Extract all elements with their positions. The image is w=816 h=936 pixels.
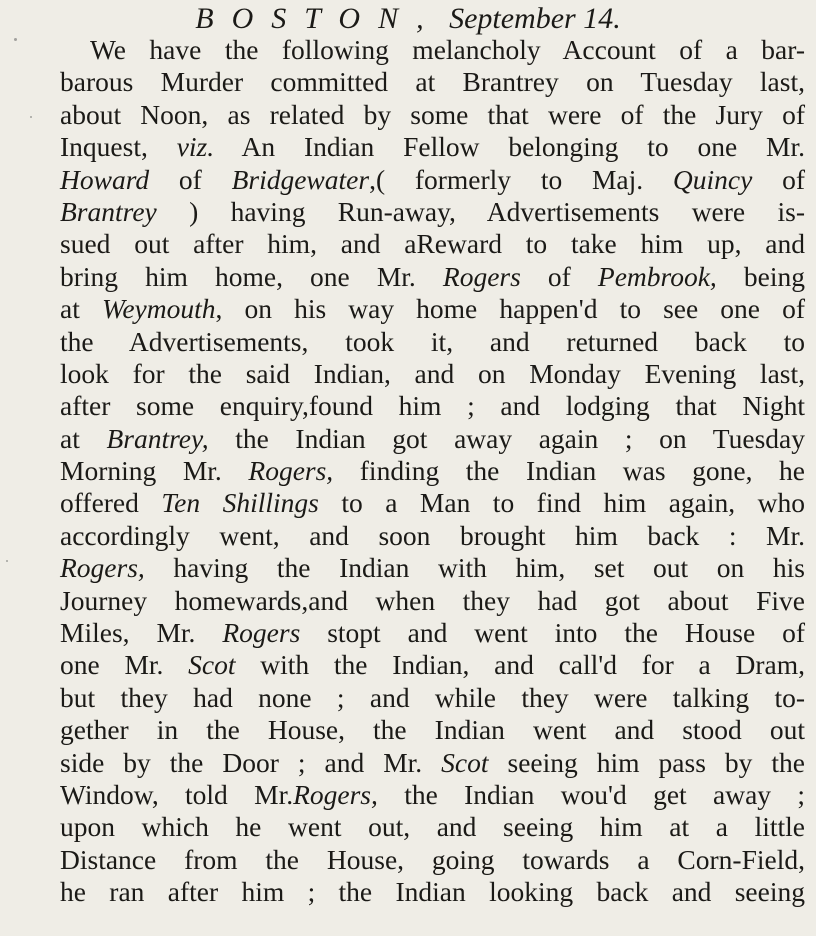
text-run: of — [520, 260, 598, 292]
text-run: of — [149, 163, 232, 195]
text-run: of — [752, 163, 805, 195]
article-line — [60, 99, 805, 131]
text-run: sued out after him, and aReward to take him up, and — [60, 228, 805, 260]
text-run: An Indian Fellow belonging to one Mr. — [214, 131, 805, 163]
text-run: to a Man to find him again, who — [318, 487, 805, 519]
article-line — [60, 455, 805, 487]
article-line — [60, 876, 805, 908]
italic-text: Rogers, — [248, 455, 334, 487]
article-line — [60, 714, 805, 746]
article-line — [60, 66, 805, 98]
text-run: Miles, Mr. — [60, 617, 223, 649]
paper-speck — [6, 560, 8, 562]
dateline — [0, 2, 816, 36]
italic-text: Bridgewater — [231, 163, 370, 195]
article-line — [60, 649, 805, 681]
article-line — [60, 423, 805, 455]
article-line — [60, 358, 805, 390]
article-line — [60, 747, 805, 779]
text-run: being — [716, 260, 805, 292]
text-run: Morning Mr. — [60, 455, 249, 487]
text-run: bring him home, one Mr. — [60, 260, 443, 292]
italic-text: Brantrey — [60, 195, 157, 227]
dateline-city: BOSTON, — [195, 2, 442, 35]
text-run: accordingly went, and soon brought him back : Mr. — [60, 519, 805, 551]
paper-speck — [14, 38, 17, 41]
text-run: but they had none ; and while they were talking to- — [60, 681, 805, 713]
article-line — [60, 164, 805, 196]
text-run: with the Indian, and call'd for a Dram, — [235, 649, 805, 681]
paper-speck — [30, 116, 32, 118]
article-line — [60, 131, 805, 163]
text-run: having the Indian with him, set out on his — [144, 552, 805, 584]
italic-text: Rogers — [222, 617, 301, 649]
text-run: the Indian got away again ; on Tuesday — [208, 422, 805, 454]
italic-text: Rogers, — [293, 778, 378, 810]
article-line — [60, 34, 805, 66]
text-run: We have the following melancholy Account of a bar- — [90, 34, 805, 65]
text-run: look for the said Indian, and on Monday Evening last, — [60, 357, 805, 389]
article-line — [60, 293, 805, 325]
text-run: the Indian wou'd get away ; — [377, 778, 805, 810]
text-run: side by the Door ; and Mr. — [60, 746, 442, 778]
italic-text: viz. — [176, 131, 215, 163]
text-run: seeing him pass by the — [488, 746, 805, 778]
text-run: at — [60, 422, 107, 454]
article-line — [60, 585, 805, 617]
article-line — [60, 261, 805, 293]
article-line — [60, 487, 805, 519]
text-run: Distance from the House, going towards a Corn-Field, — [60, 843, 805, 875]
text-run: offered — [60, 487, 162, 519]
article-line — [60, 811, 805, 843]
text-run: barous Murder committed at Brantrey on Tuesday last, — [60, 66, 805, 98]
text-run: he ran after him ; the Indian looking back and seeing — [60, 876, 805, 908]
text-run: about Noon, as related by some that were of the Jury of — [60, 98, 805, 130]
italic-text: Rogers — [442, 260, 521, 292]
text-run: Inquest, — [60, 131, 177, 163]
article-line — [60, 617, 805, 649]
italic-text: Weymouth — [101, 293, 216, 325]
italic-text: Scot — [441, 746, 489, 778]
article-line — [60, 228, 805, 260]
text-run: gether in the House, the Indian went and stood out — [60, 714, 805, 746]
text-run: , on his way home happen'd to see one of — [215, 293, 805, 325]
text-run: Journey homewards,and when they had got about Five — [60, 584, 805, 616]
text-run: the Advertisements, took it, and returned back to — [60, 325, 805, 357]
article-line — [60, 682, 805, 714]
text-run: at — [60, 293, 102, 325]
article-line — [60, 390, 805, 422]
text-run: upon which he went out, and seeing him at a little — [60, 811, 805, 843]
italic-text: Scot — [188, 649, 236, 681]
dateline-date: September 14. — [449, 2, 621, 35]
italic-text: Ten Shillings — [161, 487, 319, 519]
article-line — [60, 326, 805, 358]
article-line — [60, 844, 805, 876]
italic-text: Rogers, — [60, 552, 145, 584]
article-line — [60, 520, 805, 552]
article-line — [60, 552, 805, 584]
text-run: ,( formerly to Maj. — [369, 163, 673, 195]
text-run: after some enquiry,found him ; and lodging that Night — [60, 390, 805, 422]
italic-text: Brantrey, — [106, 422, 209, 454]
text-run: stopt and went into the House of — [300, 617, 806, 649]
article-line — [60, 779, 805, 811]
text-run: ) having Run-away, Advertisements were is- — [156, 195, 805, 227]
text-run: Window, told Mr. — [60, 778, 294, 810]
text-run: one Mr. — [60, 649, 189, 681]
italic-text: Howard — [60, 163, 150, 195]
article-line — [60, 196, 805, 228]
text-run: finding the Indian was gone, he — [333, 455, 806, 487]
article-body — [60, 34, 805, 909]
italic-text: Pembrook, — [597, 260, 717, 292]
italic-text: Quincy — [672, 163, 753, 195]
